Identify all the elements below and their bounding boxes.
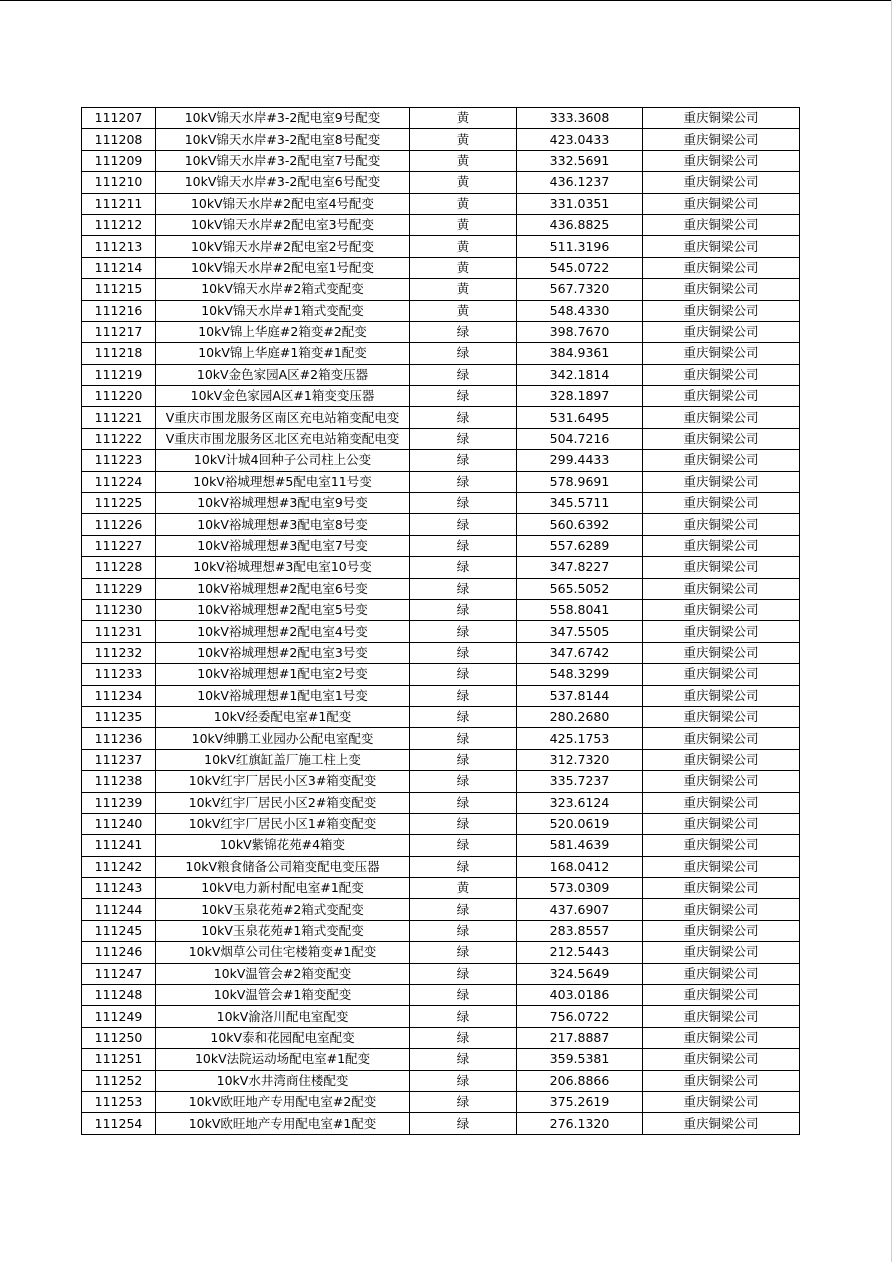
cell-transformer-name: 10kV裕城理想#1配电室1号变 (156, 685, 410, 706)
cell-status-color: 绿 (410, 450, 517, 471)
cell-id: 111207 (82, 108, 156, 129)
cell-status-color: 绿 (410, 813, 517, 834)
cell-transformer-name: 10kV烟草公司住宅楼箱变#1配变 (156, 942, 410, 963)
cell-transformer-name: V重庆市围龙服务区北区充电站箱变配电变 (156, 428, 410, 449)
cell-company: 重庆铜梁公司 (643, 985, 800, 1006)
cell-value: 342.1814 (517, 364, 643, 385)
cell-value: 531.6495 (517, 407, 643, 428)
cell-id: 111229 (82, 578, 156, 599)
table-row (82, 685, 800, 706)
cell-transformer-name: 10kV金色家园A区#1箱变变压器 (156, 386, 410, 407)
cell-transformer-name: 10kV金色家园A区#2箱变压器 (156, 364, 410, 385)
cell-transformer-name: 10kV裕城理想#1配电室2号变 (156, 664, 410, 685)
cell-status-color: 绿 (410, 1049, 517, 1070)
table-row (82, 471, 800, 492)
cell-status-color: 黄 (410, 214, 517, 235)
cell-id: 111241 (82, 835, 156, 856)
table-row (82, 728, 800, 749)
cell-company: 重庆铜梁公司 (643, 621, 800, 642)
cell-id: 111230 (82, 599, 156, 620)
cell-transformer-name: 10kV欧旺地产专用配电室#2配变 (156, 1091, 410, 1112)
cell-company: 重庆铜梁公司 (643, 856, 800, 877)
table-row (82, 300, 800, 321)
cell-status-color: 绿 (410, 685, 517, 706)
cell-transformer-name: 10kV红旗缸盖厂施工柱上变 (156, 749, 410, 770)
cell-id: 111220 (82, 386, 156, 407)
cell-id: 111224 (82, 471, 156, 492)
cell-transformer-name: 10kV裕城理想#2配电室5号变 (156, 599, 410, 620)
table-row (82, 321, 800, 342)
cell-company: 重庆铜梁公司 (643, 236, 800, 257)
cell-status-color: 黄 (410, 150, 517, 171)
cell-value: 548.4330 (517, 300, 643, 321)
cell-value: 299.4433 (517, 450, 643, 471)
cell-company: 重庆铜梁公司 (643, 150, 800, 171)
cell-transformer-name: 10kV欧旺地产专用配电室#1配变 (156, 1113, 410, 1134)
cell-status-color: 绿 (410, 749, 517, 770)
cell-transformer-name: 10kV泰和花园配电室配变 (156, 1027, 410, 1048)
cell-company: 重庆铜梁公司 (643, 471, 800, 492)
cell-company: 重庆铜梁公司 (643, 1070, 800, 1091)
cell-status-color: 黄 (410, 236, 517, 257)
cell-id: 111211 (82, 193, 156, 214)
cell-id: 111231 (82, 621, 156, 642)
cell-value: 567.7320 (517, 279, 643, 300)
cell-transformer-name: 10kV锦天水岸#2配电室1号配变 (156, 257, 410, 278)
cell-id: 111251 (82, 1049, 156, 1070)
cell-value: 537.8144 (517, 685, 643, 706)
cell-value: 437.6907 (517, 899, 643, 920)
table-row (82, 535, 800, 556)
cell-transformer-name: 10kV裕城理想#2配电室3号变 (156, 642, 410, 663)
cell-value: 333.3608 (517, 108, 643, 129)
table-row (82, 1027, 800, 1048)
cell-transformer-name: 10kV粮食储备公司箱变配电变压器 (156, 856, 410, 877)
cell-status-color: 绿 (410, 985, 517, 1006)
cell-value: 384.9361 (517, 343, 643, 364)
cell-status-color: 绿 (410, 920, 517, 941)
cell-value: 581.4639 (517, 835, 643, 856)
cell-value: 545.0722 (517, 257, 643, 278)
cell-value: 328.1897 (517, 386, 643, 407)
cell-value: 312.7320 (517, 749, 643, 770)
table-row (82, 771, 800, 792)
cell-transformer-name: 10kV法院运动场配电室#1配变 (156, 1049, 410, 1070)
cell-status-color: 绿 (410, 343, 517, 364)
table-row (82, 835, 800, 856)
table-row (82, 557, 800, 578)
table-row (82, 236, 800, 257)
cell-company: 重庆铜梁公司 (643, 1113, 800, 1134)
cell-company: 重庆铜梁公司 (643, 920, 800, 941)
cell-value: 324.5649 (517, 963, 643, 984)
cell-status-color: 绿 (410, 364, 517, 385)
cell-status-color: 黄 (410, 878, 517, 899)
cell-value: 578.9691 (517, 471, 643, 492)
table-row (82, 963, 800, 984)
cell-company: 重庆铜梁公司 (643, 343, 800, 364)
cell-value: 331.0351 (517, 193, 643, 214)
table-row (82, 621, 800, 642)
cell-value: 548.3299 (517, 664, 643, 685)
cell-transformer-name: 10kV渝洛川配电室配变 (156, 1006, 410, 1027)
table-row (82, 386, 800, 407)
cell-company: 重庆铜梁公司 (643, 942, 800, 963)
table-row (82, 920, 800, 941)
cell-status-color: 绿 (410, 771, 517, 792)
page-top-rule (0, 0, 892, 1)
cell-status-color: 绿 (410, 835, 517, 856)
cell-status-color: 绿 (410, 578, 517, 599)
cell-value: 217.8887 (517, 1027, 643, 1048)
cell-company: 重庆铜梁公司 (643, 386, 800, 407)
cell-company: 重庆铜梁公司 (643, 514, 800, 535)
cell-value: 283.8557 (517, 920, 643, 941)
table-row (82, 108, 800, 129)
cell-id: 111249 (82, 1006, 156, 1027)
cell-company: 重庆铜梁公司 (643, 321, 800, 342)
cell-transformer-name: 10kV红宇厂居民小区1#箱变配变 (156, 813, 410, 834)
table-row (82, 214, 800, 235)
cell-status-color: 绿 (410, 535, 517, 556)
table-row (82, 407, 800, 428)
cell-company: 重庆铜梁公司 (643, 364, 800, 385)
cell-transformer-name: 10kV锦天水岸#2箱式变配变 (156, 279, 410, 300)
cell-value: 212.5443 (517, 942, 643, 963)
cell-id: 111236 (82, 728, 156, 749)
cell-id: 111253 (82, 1091, 156, 1112)
cell-status-color: 黄 (410, 129, 517, 150)
cell-company: 重庆铜梁公司 (643, 428, 800, 449)
cell-company: 重庆铜梁公司 (643, 771, 800, 792)
cell-id: 111248 (82, 985, 156, 1006)
cell-status-color: 绿 (410, 557, 517, 578)
cell-transformer-name: 10kV裕城理想#3配电室9号变 (156, 493, 410, 514)
table-row (82, 193, 800, 214)
table-row (82, 664, 800, 685)
cell-company: 重庆铜梁公司 (643, 172, 800, 193)
cell-id: 111245 (82, 920, 156, 941)
cell-value: 557.6289 (517, 535, 643, 556)
table-row (82, 364, 800, 385)
cell-status-color: 绿 (410, 599, 517, 620)
cell-id: 111209 (82, 150, 156, 171)
cell-id: 111218 (82, 343, 156, 364)
cell-value: 436.8825 (517, 214, 643, 235)
cell-status-color: 黄 (410, 300, 517, 321)
cell-transformer-name: 10kV锦天水岸#3-2配电室8号配变 (156, 129, 410, 150)
cell-id: 111225 (82, 493, 156, 514)
cell-transformer-name: 10kV裕城理想#5配电室11号变 (156, 471, 410, 492)
table-row (82, 599, 800, 620)
cell-transformer-name: 10kV计城4回种子公司柱上公变 (156, 450, 410, 471)
cell-id: 111250 (82, 1027, 156, 1048)
cell-company: 重庆铜梁公司 (643, 279, 800, 300)
cell-value: 335.7237 (517, 771, 643, 792)
cell-company: 重庆铜梁公司 (643, 878, 800, 899)
cell-value: 425.1753 (517, 728, 643, 749)
cell-company: 重庆铜梁公司 (643, 129, 800, 150)
cell-value: 375.2619 (517, 1091, 643, 1112)
cell-company: 重庆铜梁公司 (643, 642, 800, 663)
table-row (82, 856, 800, 877)
cell-id: 111219 (82, 364, 156, 385)
table-row (82, 899, 800, 920)
table-body (82, 108, 800, 1135)
cell-company: 重庆铜梁公司 (643, 193, 800, 214)
cell-status-color: 绿 (410, 1091, 517, 1112)
cell-value: 332.5691 (517, 150, 643, 171)
cell-status-color: 黄 (410, 108, 517, 129)
cell-status-color: 绿 (410, 514, 517, 535)
table-row (82, 706, 800, 727)
cell-company: 重庆铜梁公司 (643, 1049, 800, 1070)
cell-id: 111227 (82, 535, 156, 556)
cell-status-color: 绿 (410, 407, 517, 428)
cell-id: 111233 (82, 664, 156, 685)
cell-id: 111208 (82, 129, 156, 150)
table-row (82, 1091, 800, 1112)
cell-id: 111217 (82, 321, 156, 342)
cell-company: 重庆铜梁公司 (643, 599, 800, 620)
cell-company: 重庆铜梁公司 (643, 749, 800, 770)
cell-transformer-name: 10kV锦天水岸#3-2配电室7号配变 (156, 150, 410, 171)
table-row (82, 942, 800, 963)
cell-status-color: 绿 (410, 706, 517, 727)
cell-status-color: 绿 (410, 1113, 517, 1134)
cell-status-color: 绿 (410, 1027, 517, 1048)
cell-value: 206.8866 (517, 1070, 643, 1091)
cell-transformer-name: V重庆市围龙服务区南区充电站箱变配电变 (156, 407, 410, 428)
table-row (82, 792, 800, 813)
cell-value: 756.0722 (517, 1006, 643, 1027)
cell-status-color: 绿 (410, 963, 517, 984)
table-row (82, 514, 800, 535)
table-row (82, 1049, 800, 1070)
cell-value: 276.1320 (517, 1113, 643, 1134)
cell-id: 111221 (82, 407, 156, 428)
cell-id: 111210 (82, 172, 156, 193)
cell-status-color: 绿 (410, 321, 517, 342)
cell-company: 重庆铜梁公司 (643, 1027, 800, 1048)
cell-status-color: 绿 (410, 621, 517, 642)
cell-status-color: 绿 (410, 386, 517, 407)
cell-transformer-name: 10kV锦天水岸#1箱式变配变 (156, 300, 410, 321)
cell-id: 111240 (82, 813, 156, 834)
cell-id: 111238 (82, 771, 156, 792)
cell-id: 111235 (82, 706, 156, 727)
cell-transformer-name: 10kV玉泉花苑#2箱式变配变 (156, 899, 410, 920)
cell-company: 重庆铜梁公司 (643, 214, 800, 235)
cell-value: 573.0309 (517, 878, 643, 899)
cell-value: 565.5052 (517, 578, 643, 599)
cell-value: 347.5505 (517, 621, 643, 642)
cell-value: 168.0412 (517, 856, 643, 877)
table-row (82, 813, 800, 834)
cell-status-color: 绿 (410, 493, 517, 514)
cell-status-color: 绿 (410, 428, 517, 449)
cell-company: 重庆铜梁公司 (643, 963, 800, 984)
cell-id: 111247 (82, 963, 156, 984)
cell-value: 280.2680 (517, 706, 643, 727)
cell-value: 323.6124 (517, 792, 643, 813)
cell-status-color: 绿 (410, 642, 517, 663)
cell-value: 403.0186 (517, 985, 643, 1006)
cell-id: 111252 (82, 1070, 156, 1091)
table-row (82, 878, 800, 899)
table-row (82, 279, 800, 300)
cell-transformer-name: 10kV水井湾商住楼配变 (156, 1070, 410, 1091)
cell-status-color: 黄 (410, 193, 517, 214)
cell-company: 重庆铜梁公司 (643, 108, 800, 129)
cell-transformer-name: 10kV锦上华庭#1箱变#1配变 (156, 343, 410, 364)
cell-id: 111243 (82, 878, 156, 899)
cell-transformer-name: 10kV锦天水岸#3-2配电室9号配变 (156, 108, 410, 129)
cell-company: 重庆铜梁公司 (643, 792, 800, 813)
cell-company: 重庆铜梁公司 (643, 557, 800, 578)
cell-company: 重庆铜梁公司 (643, 813, 800, 834)
cell-transformer-name: 10kV锦上华庭#2箱变#2配变 (156, 321, 410, 342)
table-row (82, 985, 800, 1006)
cell-value: 398.7670 (517, 321, 643, 342)
cell-transformer-name: 10kV红宇厂居民小区3#箱变配变 (156, 771, 410, 792)
cell-company: 重庆铜梁公司 (643, 706, 800, 727)
cell-value: 560.6392 (517, 514, 643, 535)
cell-status-color: 绿 (410, 1006, 517, 1027)
cell-value: 436.1237 (517, 172, 643, 193)
table-row (82, 150, 800, 171)
cell-transformer-name: 10kV锦天水岸#3-2配电室6号配变 (156, 172, 410, 193)
cell-id: 111254 (82, 1113, 156, 1134)
cell-transformer-name: 10kV经委配电室#1配变 (156, 706, 410, 727)
cell-status-color: 绿 (410, 728, 517, 749)
cell-transformer-name: 10kV裕城理想#2配电室4号变 (156, 621, 410, 642)
table-row (82, 749, 800, 770)
cell-id: 111223 (82, 450, 156, 471)
cell-value: 347.8227 (517, 557, 643, 578)
table-row (82, 129, 800, 150)
cell-id: 111216 (82, 300, 156, 321)
cell-id: 111242 (82, 856, 156, 877)
cell-id: 111222 (82, 428, 156, 449)
cell-value: 345.5711 (517, 493, 643, 514)
cell-id: 111234 (82, 685, 156, 706)
cell-id: 111237 (82, 749, 156, 770)
cell-company: 重庆铜梁公司 (643, 1091, 800, 1112)
cell-id: 111246 (82, 942, 156, 963)
table-row (82, 1113, 800, 1134)
cell-value: 558.8041 (517, 599, 643, 620)
cell-value: 504.7216 (517, 428, 643, 449)
cell-transformer-name: 10kV锦天水岸#2配电室3号配变 (156, 214, 410, 235)
cell-company: 重庆铜梁公司 (643, 685, 800, 706)
table-row (82, 257, 800, 278)
cell-status-color: 绿 (410, 792, 517, 813)
cell-transformer-name: 10kV玉泉花苑#1箱式变配变 (156, 920, 410, 941)
cell-transformer-name: 10kV锦天水岸#2配电室2号配变 (156, 236, 410, 257)
cell-status-color: 绿 (410, 899, 517, 920)
cell-company: 重庆铜梁公司 (643, 578, 800, 599)
cell-status-color: 绿 (410, 856, 517, 877)
table-row (82, 1070, 800, 1091)
cell-status-color: 绿 (410, 471, 517, 492)
table-row (82, 172, 800, 193)
cell-status-color: 绿 (410, 664, 517, 685)
cell-status-color: 绿 (410, 1070, 517, 1091)
cell-company: 重庆铜梁公司 (643, 535, 800, 556)
cell-company: 重庆铜梁公司 (643, 728, 800, 749)
table-row (82, 450, 800, 471)
cell-transformer-name: 10kV温管会#1箱变配变 (156, 985, 410, 1006)
cell-id: 111239 (82, 792, 156, 813)
cell-transformer-name: 10kV裕城理想#3配电室7号变 (156, 535, 410, 556)
cell-id: 111244 (82, 899, 156, 920)
cell-transformer-name: 10kV电力新村配电室#1配变 (156, 878, 410, 899)
table-row (82, 493, 800, 514)
cell-id: 111213 (82, 236, 156, 257)
cell-transformer-name: 10kV红宇厂居民小区2#箱变配变 (156, 792, 410, 813)
cell-transformer-name: 10kV绅鹏工业园办公配电室配变 (156, 728, 410, 749)
table-row (82, 642, 800, 663)
cell-id: 111226 (82, 514, 156, 535)
table-row (82, 578, 800, 599)
cell-company: 重庆铜梁公司 (643, 664, 800, 685)
cell-id: 111212 (82, 214, 156, 235)
cell-value: 359.5381 (517, 1049, 643, 1070)
cell-status-color: 绿 (410, 942, 517, 963)
cell-status-color: 黄 (410, 279, 517, 300)
cell-transformer-name: 10kV紫锦花苑#4箱变 (156, 835, 410, 856)
cell-value: 347.6742 (517, 642, 643, 663)
cell-id: 111232 (82, 642, 156, 663)
cell-value: 423.0433 (517, 129, 643, 150)
cell-status-color: 黄 (410, 257, 517, 278)
cell-status-color: 黄 (410, 172, 517, 193)
table-row (82, 343, 800, 364)
cell-id: 111228 (82, 557, 156, 578)
cell-transformer-name: 10kV裕城理想#3配电室10号变 (156, 557, 410, 578)
cell-company: 重庆铜梁公司 (643, 899, 800, 920)
cell-value: 511.3196 (517, 236, 643, 257)
cell-company: 重庆铜梁公司 (643, 835, 800, 856)
cell-company: 重庆铜梁公司 (643, 493, 800, 514)
cell-value: 520.0619 (517, 813, 643, 834)
cell-id: 111215 (82, 279, 156, 300)
cell-transformer-name: 10kV裕城理想#3配电室8号变 (156, 514, 410, 535)
table-row (82, 428, 800, 449)
cell-id: 111214 (82, 257, 156, 278)
transformer-table (81, 107, 800, 1135)
cell-company: 重庆铜梁公司 (643, 450, 800, 471)
cell-company: 重庆铜梁公司 (643, 300, 800, 321)
cell-company: 重庆铜梁公司 (643, 257, 800, 278)
cell-company: 重庆铜梁公司 (643, 407, 800, 428)
cell-transformer-name: 10kV裕城理想#2配电室6号变 (156, 578, 410, 599)
cell-transformer-name: 10kV温管会#2箱变配变 (156, 963, 410, 984)
table-row (82, 1006, 800, 1027)
cell-transformer-name: 10kV锦天水岸#2配电室4号配变 (156, 193, 410, 214)
cell-company: 重庆铜梁公司 (643, 1006, 800, 1027)
